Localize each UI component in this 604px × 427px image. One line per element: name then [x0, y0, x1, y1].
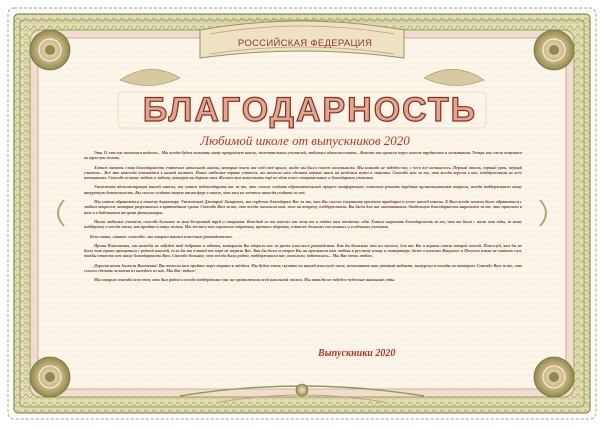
signature: Выпускники 2020: [318, 348, 396, 359]
paragraph: Мы хотим обратиться к нашему директору. Уважаемый Дмитрий Лазаревич, мы сердечно благодарим Вас за то, что Вы смогли сохранить прежние традиции и успех нашей школы. К Вам всегда можно было обратиться с любым вопросом, которые разрешались в кратчайшие сроки. Спасибо Вам за то, что всегда помогали нам, шли на встречу, поддерживали. Вы были для нас наставником. Отдельную благодарность выражаем за то, что приехали к нам и в бадминтон на уроке физкультуры.: [84, 199, 522, 215]
paragraph: Уважаемая администрация нашей школы, мы хотим поблагодарить вас за то, что смогли создать образовательный процесс комфортным, помогали решать трудные организационные вопросы, всегда поддерживали нашу внеурочную деятельность. Вы смогли создать такую атмосферу в школе, что нам не хочется никогда уходить из неё.: [84, 184, 522, 195]
paragraph: Наши любимые учителя, спасибо большое за ваш бесценный труд и старания. Каждый из вас научил нас чему-то и отдал нам частичку себя. Хотим выразить благодарность за то, что вы были с нами эти годы, за вашу поддержку и всегда знали, как прийти в нашу жизнь. Мы желаем вам огромного терпения, крепкого здоровья, а также больших послушных и усидчивых учеников.: [84, 218, 522, 230]
paragraph: Мы говорим спасибо всем тем, кто был рядом и всегда поддерживал нас на протяжении всей школьной жизни. Мы никогда не забудем чудесные школьные годы.: [94, 277, 395, 283]
subtitle: Любимой школе от выпускников 2020: [200, 133, 410, 148]
paragraph: Ирина Николаевна, мы никогда не забудем той доброты и заботы, которыми Вы одарили нас за время классного руководства. Как бы банально это ни звучало, для нас Вы и впрямь стали второй мамой. Пожалуй, вам бы не было так горько прощаться с родной школой, если бы мы в какой-то мере не теряли Вас. Как бы долго и упорно Вы ни призывали нам любовь к русскому языку и литературе, даже в пошлых Вопросах и Могучих языке не знатит сим, чтобы отвести всю нашу благодарность Вам. Спасибо большое, что всегда были рядом, поддерживали нас, помогали, заботились... Мы Вас очень любим.: [84, 242, 522, 259]
paragraph: Безусловно, главное «спасибо» мы говорим нашим классным руководителям.: [90, 233, 233, 239]
title-heading: [120, 88, 500, 130]
paragraph: Хотим сказать слова благодарности учителям начальной школы, которые взяли нас под своё крыло, когда мы были совсем маленькими. Мы никогда не забудем то, с чего всё начиналось. Первый звонок, первый урок, первый учитель... Всё это навсегда останется в нашей памяти. Наши любимые первые учителя, вы помогли нам сделать первые шаги на нелёгком пути к знаниям. Спасибо вам за то, что всегда верили в нас, поддерживали во всех начинаниях. Спасибо за вашу любовь и заботу, которую вы дарили нам. Желаем вам выпустить ещё не один класс старательных и благодарных учеников.: [84, 164, 522, 181]
certificate-body: [84, 150, 522, 287]
paragraph: Эти 11 лет мы запомним надолго... Мы всегда будем помнить нашу прекрасную школу, замечательных учителей, любимых одноклассников... Вместе мы прошли через многие трудности и испытания. Теперь мы смело вступаем во взрослую жизнь.: [84, 150, 522, 161]
country-label: РОССИЙСКАЯ ФЕДЕРАЦИЯ: [237, 38, 373, 49]
paragraph: Дорогая наша Анжела Валевевна! Вы помогли нам пройти через тернии к звёздам. Мы будем очень скучать по нашей классной маме, вспоминать наш уютный кабинет, экскурсии и походы по театрам. Спасибо Вам за то, что смогли сделать человека из каждого из нас. Мы Вас любим!: [84, 262, 522, 274]
title-text: БЛАГОДАРНОСТЬ: [142, 91, 478, 129]
